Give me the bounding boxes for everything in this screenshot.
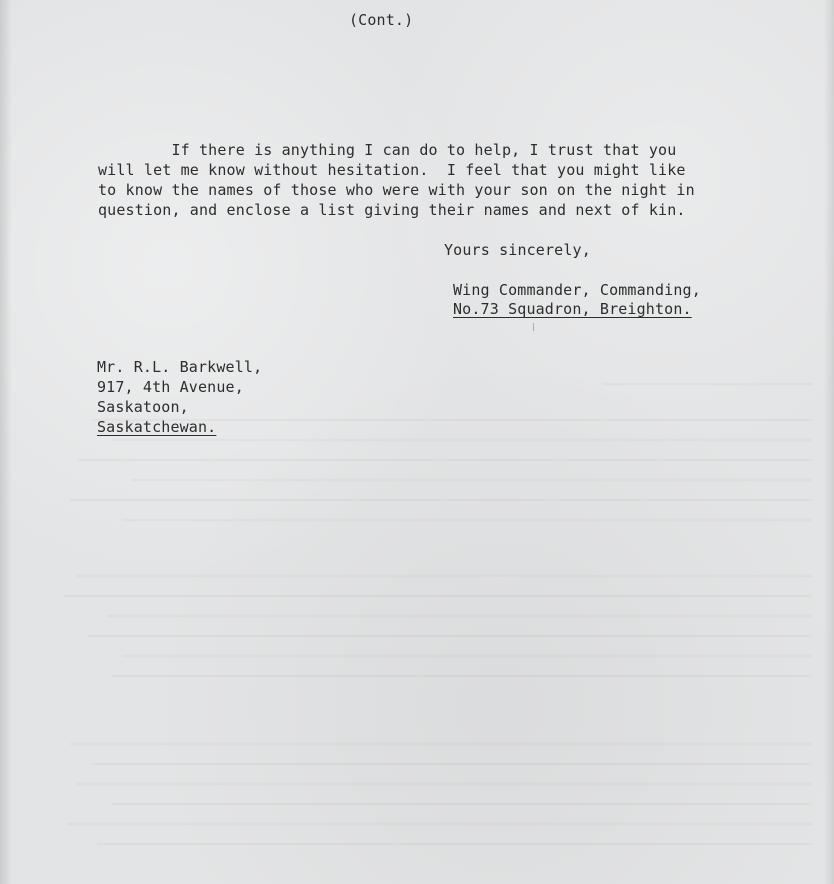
bleed-through-line — [112, 675, 812, 677]
signature-tick-mark — [533, 323, 534, 331]
bleed-through-line — [87, 635, 812, 637]
bleed-through-line — [77, 575, 812, 577]
bleed-through-line — [70, 743, 812, 745]
continuation-header: (Cont.) — [349, 11, 414, 29]
bleed-through-line — [67, 823, 812, 825]
body-line-2: will let me know without hesitation. I feel that you might like — [98, 161, 686, 179]
recipient-city: Saskatoon, — [97, 398, 189, 416]
body-line-4: question, and enclose a list giving their names and next of kin. — [98, 201, 686, 219]
bleed-through-line — [122, 655, 812, 657]
bleed-through-line — [77, 459, 812, 461]
left-page-edge — [0, 0, 12, 884]
bleed-through-line — [132, 479, 812, 481]
closing-line: Yours sincerely, — [444, 241, 591, 259]
recipient-street: 917, 4th Avenue, — [97, 378, 244, 396]
recipient-name: Mr. R.L. Barkwell, — [97, 358, 263, 376]
bleed-through-line — [77, 783, 812, 785]
bleed-through-line — [97, 843, 812, 845]
bleed-through-line — [112, 803, 812, 805]
right-page-edge — [824, 0, 834, 884]
bleed-through-line — [70, 499, 812, 501]
bleed-through-line — [112, 439, 812, 441]
signature-unit: No.73 Squadron, Breighton. — [453, 300, 692, 318]
signature-rank: Wing Commander, Commanding, — [453, 281, 701, 299]
bleed-through-line — [64, 595, 812, 597]
recipient-province: Saskatchewan. — [97, 418, 217, 436]
bleed-through-line — [92, 763, 812, 765]
bleed-through-line — [602, 383, 812, 385]
bleed-through-line — [122, 519, 812, 521]
bleed-through-line — [107, 615, 812, 617]
body-line-1: If there is anything I can do to help, I trust that you — [98, 141, 677, 159]
body-line-3: to know the names of those who were with your son on the night in — [98, 181, 695, 199]
